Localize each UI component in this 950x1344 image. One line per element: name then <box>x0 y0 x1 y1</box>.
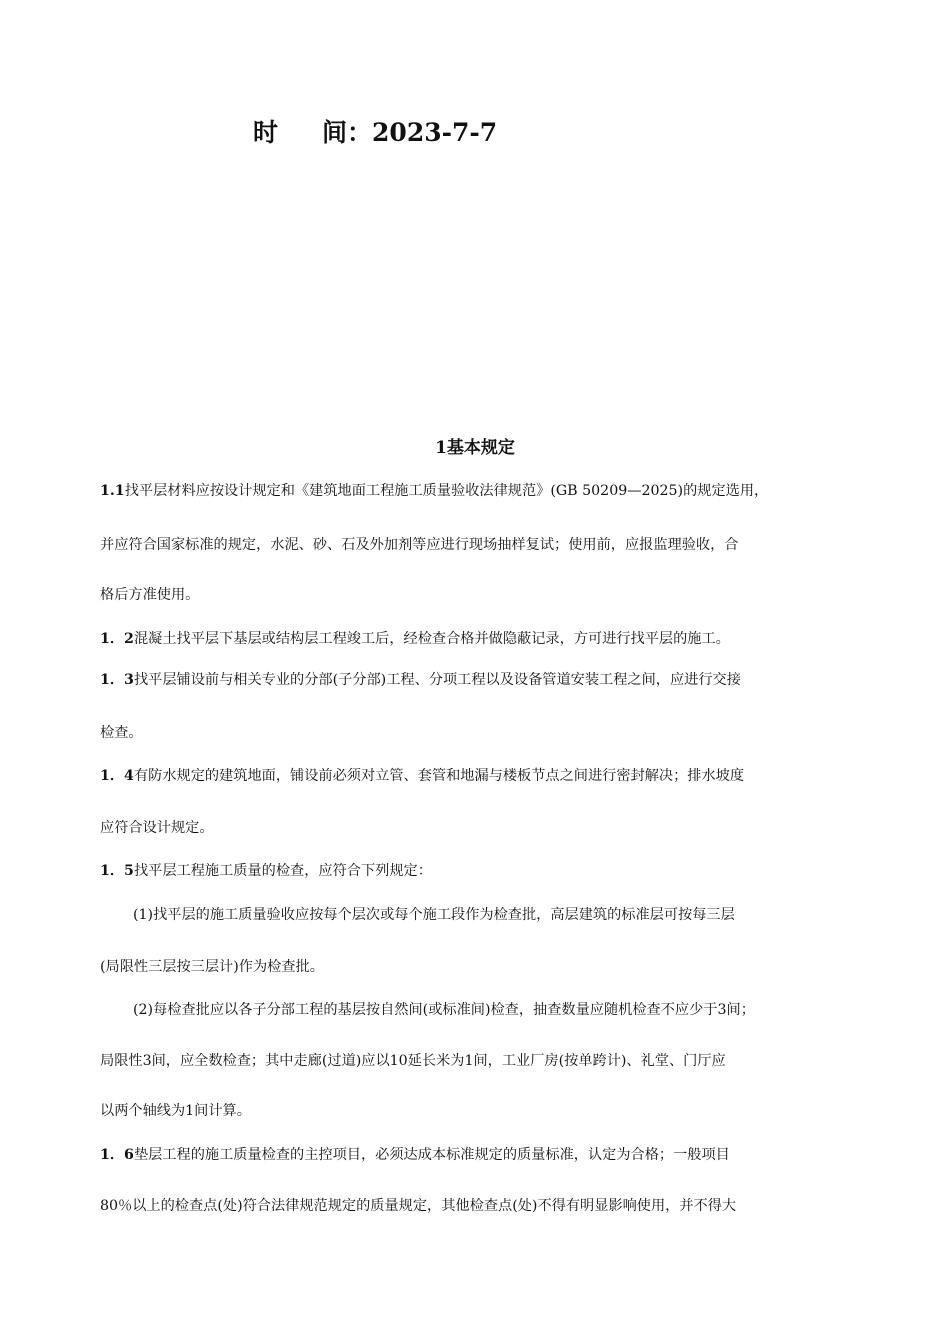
text-line <box>100 1051 726 1071</box>
clause-number: 1．3 <box>100 672 134 688</box>
clause-text: 垫层工程的施工质量检查的主控项目，必须达成本标准规定的质量标准，认定为合格；一般项目 <box>133 1147 730 1163</box>
text-line <box>133 905 735 925</box>
clause-text: 80％以上的检查点(处)符合法律规范规定的质量规定，其他检查点(处)不得有明显影响使用，并不得大 <box>100 1198 737 1214</box>
time-line <box>253 113 497 149</box>
text-line <box>100 766 744 786</box>
clause-text: (局限性三层按三层计)作为检查批。 <box>100 959 324 975</box>
text-line <box>100 957 324 977</box>
clause-text: 格后方准使用。 <box>100 587 200 603</box>
clause-number: 1.1 <box>100 483 125 499</box>
clause-number: 1．4 <box>100 768 134 784</box>
text-line <box>100 818 214 838</box>
clause-text: 应符合设计规定。 <box>100 820 214 836</box>
text-line <box>100 585 199 605</box>
text-line <box>100 1101 251 1121</box>
clause-text: 局限性3间，应全数检查；其中走廊(过道)应以10延长米为1间，工业厂房(按单跨计)、礼堂、门厅应 <box>100 1053 726 1069</box>
clause-text: 以两个轴线为1间计算。 <box>100 1103 251 1119</box>
clause-number: 1．6 <box>100 1147 134 1163</box>
clause-text: 检查。 <box>100 725 143 741</box>
clause-text: 找平层工程施工质量的检查，应符合下列规定： <box>133 863 432 879</box>
time-label-a: 时 <box>253 118 279 147</box>
clause-text: 找平层铺设前与相关专业的分部(子分部)工程、分项工程以及设备管道安装工程之间，应进行交接 <box>133 672 741 688</box>
text-line <box>100 535 738 555</box>
text-line <box>100 481 768 501</box>
time-value: 2023-7-7 <box>372 118 498 147</box>
text-line <box>100 1145 730 1165</box>
clause-text: 找平层材料应按设计规定和《建筑地面工程施工质量验收法律规范》(GB 50209—2025)的规定选用， <box>124 483 769 499</box>
clause-text: 有防水规定的建筑地面，铺设前必须对立管、套管和地漏与楼板节点之间进行密封解决；排水坡度 <box>133 768 745 784</box>
text-line <box>100 629 730 649</box>
text-line <box>100 723 143 743</box>
text-line <box>100 861 432 881</box>
clause-text: 并应符合国家标准的规定，水泥、砂、石及外加剂等应进行现场抽样复试；使用前，应报监理验收，合 <box>100 537 739 553</box>
clause-text: (2)每检查批应以各子分部工程的基层按自然间(或标准间)检查，抽查数量应随机检查不应少于3间； <box>133 1002 755 1018</box>
section-heading: 1基本规定 <box>435 438 515 458</box>
clause-text: (1)找平层的施工质量验收应按每个层次或每个施工段作为检查批，高层建筑的标准层可按每三层 <box>133 907 735 923</box>
clause-number: 1．2 <box>100 631 134 647</box>
text-line <box>100 1196 736 1216</box>
clause-text: 混凝土找平层下基层或结构层工程竣工后，经检查合格并做隐蔽记录，方可进行找平层的施工。 <box>133 631 730 647</box>
clause-number: 1．5 <box>100 863 134 879</box>
text-line <box>100 670 741 690</box>
time-label-b: 间： <box>322 118 373 147</box>
text-line <box>133 1000 755 1020</box>
